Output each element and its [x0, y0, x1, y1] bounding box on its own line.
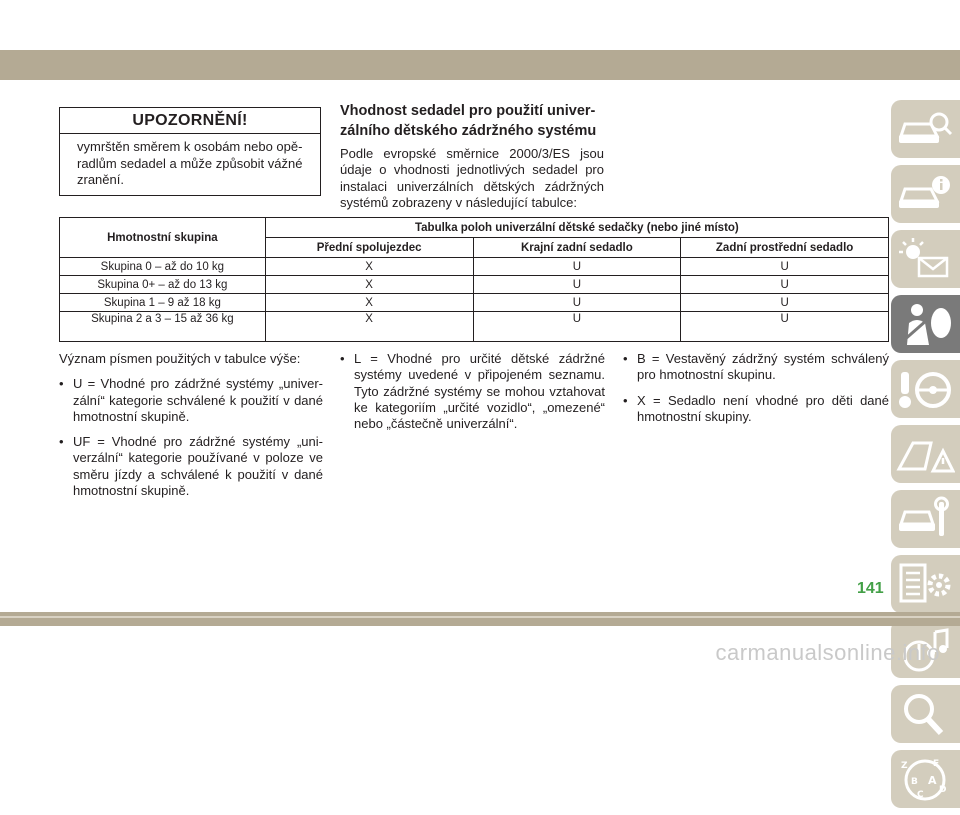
passenger-airbag-icon	[895, 301, 955, 347]
car-tools-icon	[895, 496, 955, 542]
legend-item-uf: • UF = Vhodné pro zádržné systémy „univerzální“ kategorie používané v poloze ve směru jízdy a schválené k použití v dané hmotnostní skupině.	[59, 434, 323, 499]
tab-index[interactable]	[891, 750, 960, 808]
warning-box	[59, 107, 321, 196]
chapter-tabs	[891, 100, 960, 815]
car-info-icon	[895, 171, 955, 217]
warning-title: UPOZORNĚNÍ!	[60, 108, 320, 134]
legend-column-2	[340, 351, 605, 441]
tab-specifications[interactable]	[891, 555, 960, 613]
legend-column-1	[59, 351, 323, 508]
page-number: 141	[857, 580, 884, 597]
svg-text:B: B	[911, 777, 918, 787]
tab-servicing[interactable]	[891, 490, 960, 548]
legend-intro: Význam písmen použitých v tabulce výše:	[59, 351, 301, 366]
alphabet-index-icon	[895, 756, 955, 802]
table-row: Skupina 0 – až do 10 kg X U U	[60, 258, 889, 276]
footer-band	[0, 612, 960, 626]
key-steering-wheel-icon	[895, 366, 955, 412]
svg-text:E: E	[933, 759, 940, 769]
header-band	[0, 50, 960, 80]
section-intro: Podle evropské směrnice 2000/3/ES jsou údaje o vhodnosti jednotlivých sedadel pro instalaci univerzálních dětských zádržných systémů zobrazeny v následující tabulce:	[340, 146, 604, 210]
svg-text:D: D	[939, 785, 947, 795]
tab-warning-lights[interactable]	[891, 230, 960, 288]
child-seat-table	[59, 217, 889, 342]
table-row: Skupina 1 – 9 až 18 kg X U U	[60, 294, 889, 312]
tab-search[interactable]	[891, 685, 960, 743]
legend-item-b: • B = Vestavěný zádržný systém schválený pro hmotnostní skupinu.	[623, 351, 889, 384]
warning-text: vymrštěn směrem k osobám nebo opěradlům sedadel a může způsobit vážné zranění.	[77, 139, 303, 187]
legend-item-x: • X = Sedadlo není vhodné pro děti dané hmotnostní skupiny.	[623, 393, 889, 426]
table-col-header: Přední spolujezdec	[265, 238, 473, 258]
table-group-header: Hmotnostní skupina	[60, 218, 266, 258]
magnifier-icon	[895, 691, 955, 737]
table-row: Skupina 2 a 3 – 15 až 36 kg X U U	[60, 312, 889, 342]
tab-car-info[interactable]	[891, 165, 960, 223]
section-title: Vhodnost sedadel pro použití univer- zálního dětského zádržného systému	[340, 103, 597, 139]
tab-car-search[interactable]	[891, 100, 960, 158]
svg-text:Z: Z	[901, 761, 908, 771]
legend-item-l: • L = Vhodné pro určité dětské zádržné systémy uvedené v připojeném seznamu. Tyto zádržné systémy se mohou vztahovat ke kategoriím „určité vozidlo“, „omezené“ nebo „částečně univerzální“.	[340, 351, 605, 432]
svg-text:A: A	[928, 774, 937, 787]
road-hazard-icon	[895, 431, 955, 477]
watermark: carmanualsonline.info	[715, 640, 940, 665]
table-row: Skupina 0+ – až do 13 kg X U U	[60, 276, 889, 294]
car-search-icon	[895, 106, 955, 152]
legend-item-u: • U = Vhodné pro zádržné systémy „univerzální“ kategorie schválené k použití v dané hmotnostní skupině.	[59, 376, 323, 425]
tab-emergency[interactable]	[891, 425, 960, 483]
legend-column-3	[623, 351, 889, 434]
warning-lights-mail-icon	[895, 236, 955, 282]
spec-list-gear-icon	[895, 561, 955, 607]
table-position-header: Tabulka poloh univerzální dětské sedačky (nebo jiné místo)	[265, 218, 888, 238]
svg-text:C: C	[917, 790, 924, 800]
table-col-header: Zadní prostřední sedadlo	[681, 238, 889, 258]
tab-safety[interactable]	[891, 295, 960, 353]
tab-starting-driving[interactable]	[891, 360, 960, 418]
table-col-header: Krajní zadní sedadlo	[473, 238, 681, 258]
